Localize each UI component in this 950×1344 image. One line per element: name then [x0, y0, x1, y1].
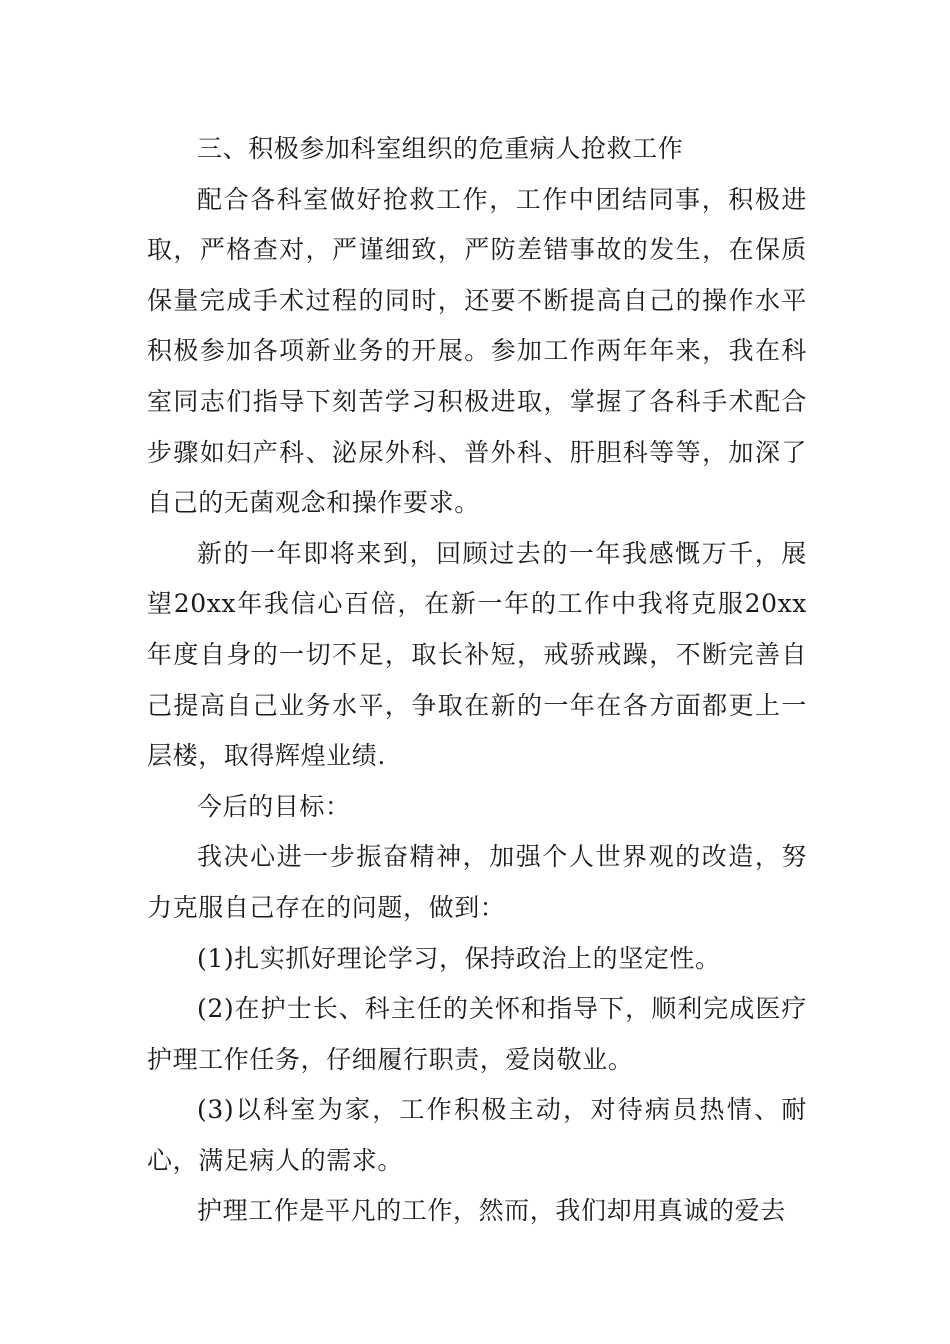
section-heading: 三、积极参加科室组织的危重病人抢救工作 [197, 134, 684, 163]
list-item-2: (2)在护士长、科主任的关怀和指导下，顺利完成医疗护理工作任务，仔细履行职责，爱岗敬业。 [147, 994, 807, 1074]
paragraph-new-year: 新的一年即将来到，回顾过去的一年我感慨万千，展望20xx年我信心百倍，在新一年的工作中我将克服20xx年度自身的一切不足，取长补短，戒骄戒躁，不断完善自己提高自己业务水平，争取在新的一年在各方面都更上一层楼，取得辉煌业绩. [147, 538, 807, 771]
document-page [147, 124, 807, 1237]
paragraph-determination: 我决心进一步振奋精神，加强个人世界观的改造，努力克服自己存在的问题，做到： [147, 842, 807, 922]
list-item-3: (3)以科室为家，工作积极主动，对待病员热情、耐心，满足病人的需求。 [147, 1095, 807, 1175]
paragraph-closing: 护理工作是平凡的工作，然而，我们却用真诚的爱去 [197, 1196, 786, 1226]
paragraph-rescue-work: 配合各科室做好抢救工作，工作中团结同事，积极进取，严格查对，严谨细致，严防差错事故的发生，在保质保量完成手术过程的同时，还要不断提高自己的操作水平积极参加各项新业务的开展。参加工作两年年来，我在科室同志们指导下刻苦学习积极进取，掌握了各科手术配合步骤如妇产科、泌尿外科、普外科、肝胆科等等，加深了自己的无菌观念和操作要求。 [147, 184, 807, 518]
paragraph-goals-title: 今后的目标： [197, 791, 351, 821]
list-item-1: (1)扎实抓好理论学习，保持政治上的坚定性。 [197, 943, 721, 973]
